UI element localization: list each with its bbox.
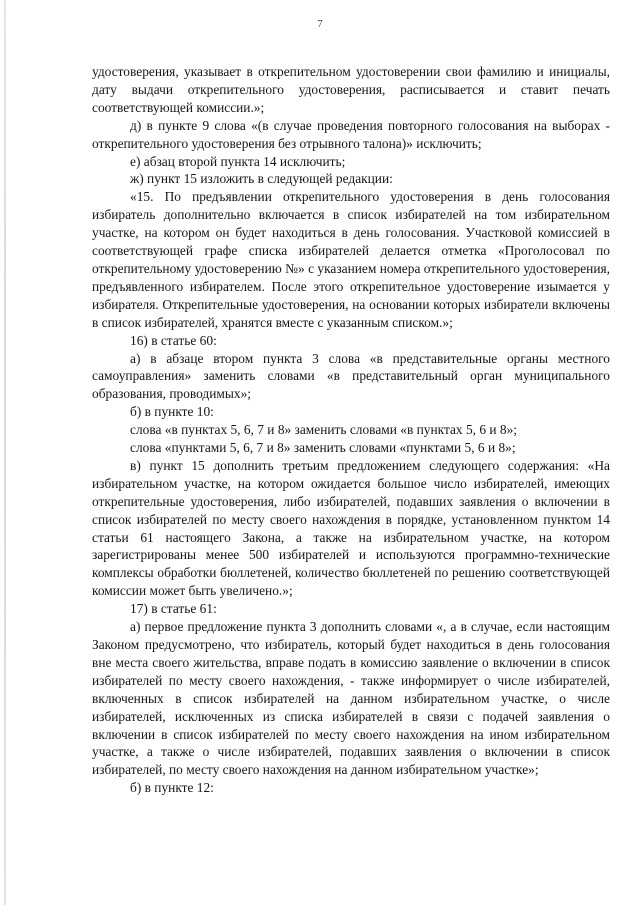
paragraph-item-e: е) абзац второй пункта 14 исключить; — [130, 153, 346, 169]
paragraph-item-zh: ж) пункт 15 изложить в следующей редакции: — [130, 171, 393, 187]
paragraph-item-d: д) в пункте 9 слова «(в случае проведения повторного голосования на выборах - открепительного удостоверения без отрывного талона)» исключить; — [92, 117, 610, 151]
paragraph-words-1: слова «в пунктах 5, 6, 7 и 8» заменить словами «в пунктах 5, 6 и 8»; — [130, 422, 518, 438]
paragraph-item-b-60: б) в пункте 10: — [130, 404, 214, 420]
paragraph-words-2: слова «пунктами 5, 6, 7 и 8» заменить словами «пунктами 5, 6 и 8»; — [130, 440, 516, 456]
paragraph-article-61: 17) в статье 61: — [130, 601, 217, 617]
paragraph-article-60: 16) в статье 60: — [130, 332, 217, 348]
page-number: 7 — [317, 18, 323, 30]
document-body — [92, 63, 610, 797]
paragraph-item-a-61: а) первое предложение пункта 3 дополнить словами «, а в случае, если настоящим Законом предусмотрено, что избиратель, который будет находиться в день голосования вне места своего жительства, вправе подать в комиссию заявление о включении в список избирателей по месту своего нахождения, - также информирует о числе избирателей, включенных в список избирателей на данном избирательном участке, о числе избирателей, исключенных из списка избирателей в связи с подачей заявления о включении в список избирателей по месту своего нахождения на ином избирательном участке, а также о числе избирателей, подавших заявления о включении в список избирателей, по месту своего нахождения на данном избирательном участке»; — [92, 619, 610, 778]
scan-edge — [4, 0, 6, 905]
paragraph-item-a-60: а) в абзаце втором пункта 3 слова «в представительные органы местного самоуправления» заменить словами «в представительный орган муниципального образования, проводимых»; — [92, 350, 610, 402]
paragraph-continuation: удостоверения, указывает в открепительном удостоверении свои фамилию и инициалы, дату выдачи открепительного удостоверения, расписывается и ставит печать соответствующей комиссии.»; — [92, 64, 610, 115]
paragraph-item-v-60: в) пункт 15 дополнить третьим предложением следующего содержания: «На избирательном участке, на котором ожидается большое число избирателей, имеющих открепительные удостоверения, либо избирателей, подавших заявления о включении в список избирателей по месту своего нахождения в порядке, установленном пунктом 14 статьи 61 настоящего Закона, а также на избирательном участке, на котором зарегистрированы менее 500 избирателей и используются программно-технические комплексы обработки бюллетеней, количество бюллетеней по решению соответствующей комиссии может быть увеличено.»; — [92, 457, 610, 599]
paragraph-item-b-61: б) в пункте 12: — [130, 780, 214, 796]
paragraph-point-15: «15. По предъявлении открепительного удостоверения в день голосования избиратель дополнительно включается в список избирателей на том избирательном участке, на котором он будет находиться в день голосования. Участковой комиссией в соответствующей графе списка избирателей делается отметка «Проголосовал по открепительному удостоверению №» с указанием номера открепительного удостоверения, предъявленного избирателем. После этого открепительное удостоверение изымается у избирателя. Открепительные удостоверения, на основании которых избиратели включены в список избирателей, хранятся вместе с указанным списком.»; — [92, 189, 610, 330]
